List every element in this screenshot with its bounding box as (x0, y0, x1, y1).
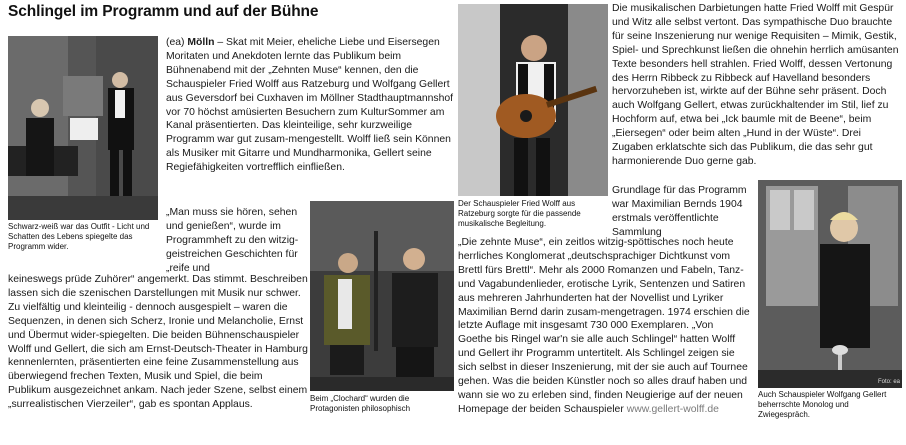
photo-guitarist (458, 4, 608, 196)
photo-clochard-scene-image (310, 201, 454, 391)
pull-paragraph: „Man muss sie hören, sehen und genießen“, wurde im Programmheft zu den witzig-geistreichen Geschichten für „reife und (166, 207, 299, 274)
photo-caption: Auch Schauspieler Wolfgang Gellert beherrschte Monolog und Zwiegespräch. (758, 390, 887, 419)
article-lead (166, 36, 461, 175)
article-headline: Schlingel im Programm und auf der Bühne (8, 3, 319, 20)
photo-clochard-scene (310, 201, 454, 391)
lead-text: – Skat mit Meier, eheliche Liebe und Eisersegen Moritaten und Anekdoten lernte das Publikum beim Bühnenabend mit der „Zehnten Muse“ kennen, den die Schauspieler Fried Wolff aus Ratzeburg und Wolfgang Gellert aus Geversdorf bei Cuxhaven im Möllner Stadthauptmannshof vor 70 höchst amüsierten Besuchern zum KulturSommer am Kanal präsentierten. Das kleinteilige, sehr kurzweilige Programm war gut zusam-mengestellt. Wolff ließ sein Können als Musiker mit Gitarre und Mundharmonika, Gellert seine Regiefähigkeiten vortrefflich einfließen. (166, 37, 454, 174)
right-bottom-text: „Die zehnte Muse“, ein zeitlos witzig-spöttisches noch heute herrliches Konglomerat „deutschsprachiger Dichtkunst vom Brettl fürs Brettl“. Mehr als 2000 Romanzen und Fabeln, Tanz- und Vagabundenlieder, erotische Lyrik, Sentenzen und Satiren aus mehreren Jahrhunderten hat der Novellist und Lyriker Maximilian Bernd darin zusam-mengetragen. 1974 erschien die letzte Auflage mit insgesamt 730 000 Exemplaren. „Von Goethe bis Ringel war'n sie alle auch Schlingel“ hatten Wolff und Gellert ihr Programm untertitelt. Als Schlingel zeigen sie sich selbst in dieser Inszenierung, mit der sie auch auf Tournee gehen. Was die beiden Künstler noch so alles drauf haben und wann sie wo zu erleben sind, finden Neugierige auf der neuen Homepage der beiden Schauspieler (458, 237, 750, 415)
photo-credit: Foto: ea (878, 379, 901, 385)
photo-gellert (758, 180, 902, 388)
photo-caption: Beim „Clochard“ wurden die Protagonisten philosophisch (310, 394, 411, 413)
photo-performers-stage (8, 36, 158, 220)
article-body-right-top: Die musikalischen Darbietungen hatte Fried Wolff mit Gespür und Witz alle selbst vertont. Das sympathische Duo brauchte für seine Inszenierung nur wenige Requisiten – Mimik, Gestik, Spiel- und Sprechkunst ließen die ohnehin herrlich amüsanten Texte besonders hell strahlen. Fried Wolff, dessen Vertonung des Herrn Ribbeck zu Ribbeck auf Havelland besonders hervorzuheben ist, wirkte auf der Bühne sehr präsent. Doch auch Wolfgang Gellert, etwas zurückhaltender im Stil, lief zu Hochform auf, etwa bei „Ick baumle mit de Beene“, beim „Eiersegen“ oder beim alten „Hund in der Wüste“. Drei Zugaben erklatschte sich das Publikum, die das sehr gut harmonierende Duo gerne gab. (612, 3, 899, 167)
article-body-left: keineswegs prüde Zuhörer“ angemerkt. Das stimmt. Beschreiben lassen sich die szenischen Darstellungen mit Musik nur schwer. Zu vielfältig und kleinteilig - dennoch ausgespielt – waren die Sequenzen, in denen sich Scherz, Ironie und Melancholie, Ernst und Übermut wider-spiegelten. Die beiden Bühnenschauspieler Wolff und Gellert, die sich am Ernst-Deutsch-Theater in Hamburg kennenlernten, präsentierten eine feine Zusammenstellung aus überwiegend frechen Texten, Musik und Spiel, die beim Publikum ausgezeichnet ankam. Nach jeder Szene, selbst einem „surrealistischen Vierzeiler“, gab es spontan Applaus. (8, 274, 308, 411)
photo-caption: Schwarz-weiß war das Outfit - Licht und Schatten des Lebens spiegelte das Programm wider. (8, 222, 150, 251)
article-body-right-bottom (458, 236, 750, 417)
article-body-right-mid: Grundlage für das Programm war Maximilian Bernds 1904 erstmals veröffentlichte Sammlung (612, 185, 747, 238)
dateline-agency: (ea) (166, 37, 185, 48)
photo-gellert-image (758, 180, 902, 388)
homepage-link[interactable]: www.gellert-wolff.de (626, 403, 719, 415)
photo-caption: Der Schauspieler Fried Wolff aus Ratzeburg sorgte für die passende musikalische Begleitung. (458, 199, 581, 228)
dateline-city: Mölln (187, 37, 215, 48)
photo-performers-stage-image (8, 36, 158, 220)
photo-guitarist-image (458, 4, 608, 196)
